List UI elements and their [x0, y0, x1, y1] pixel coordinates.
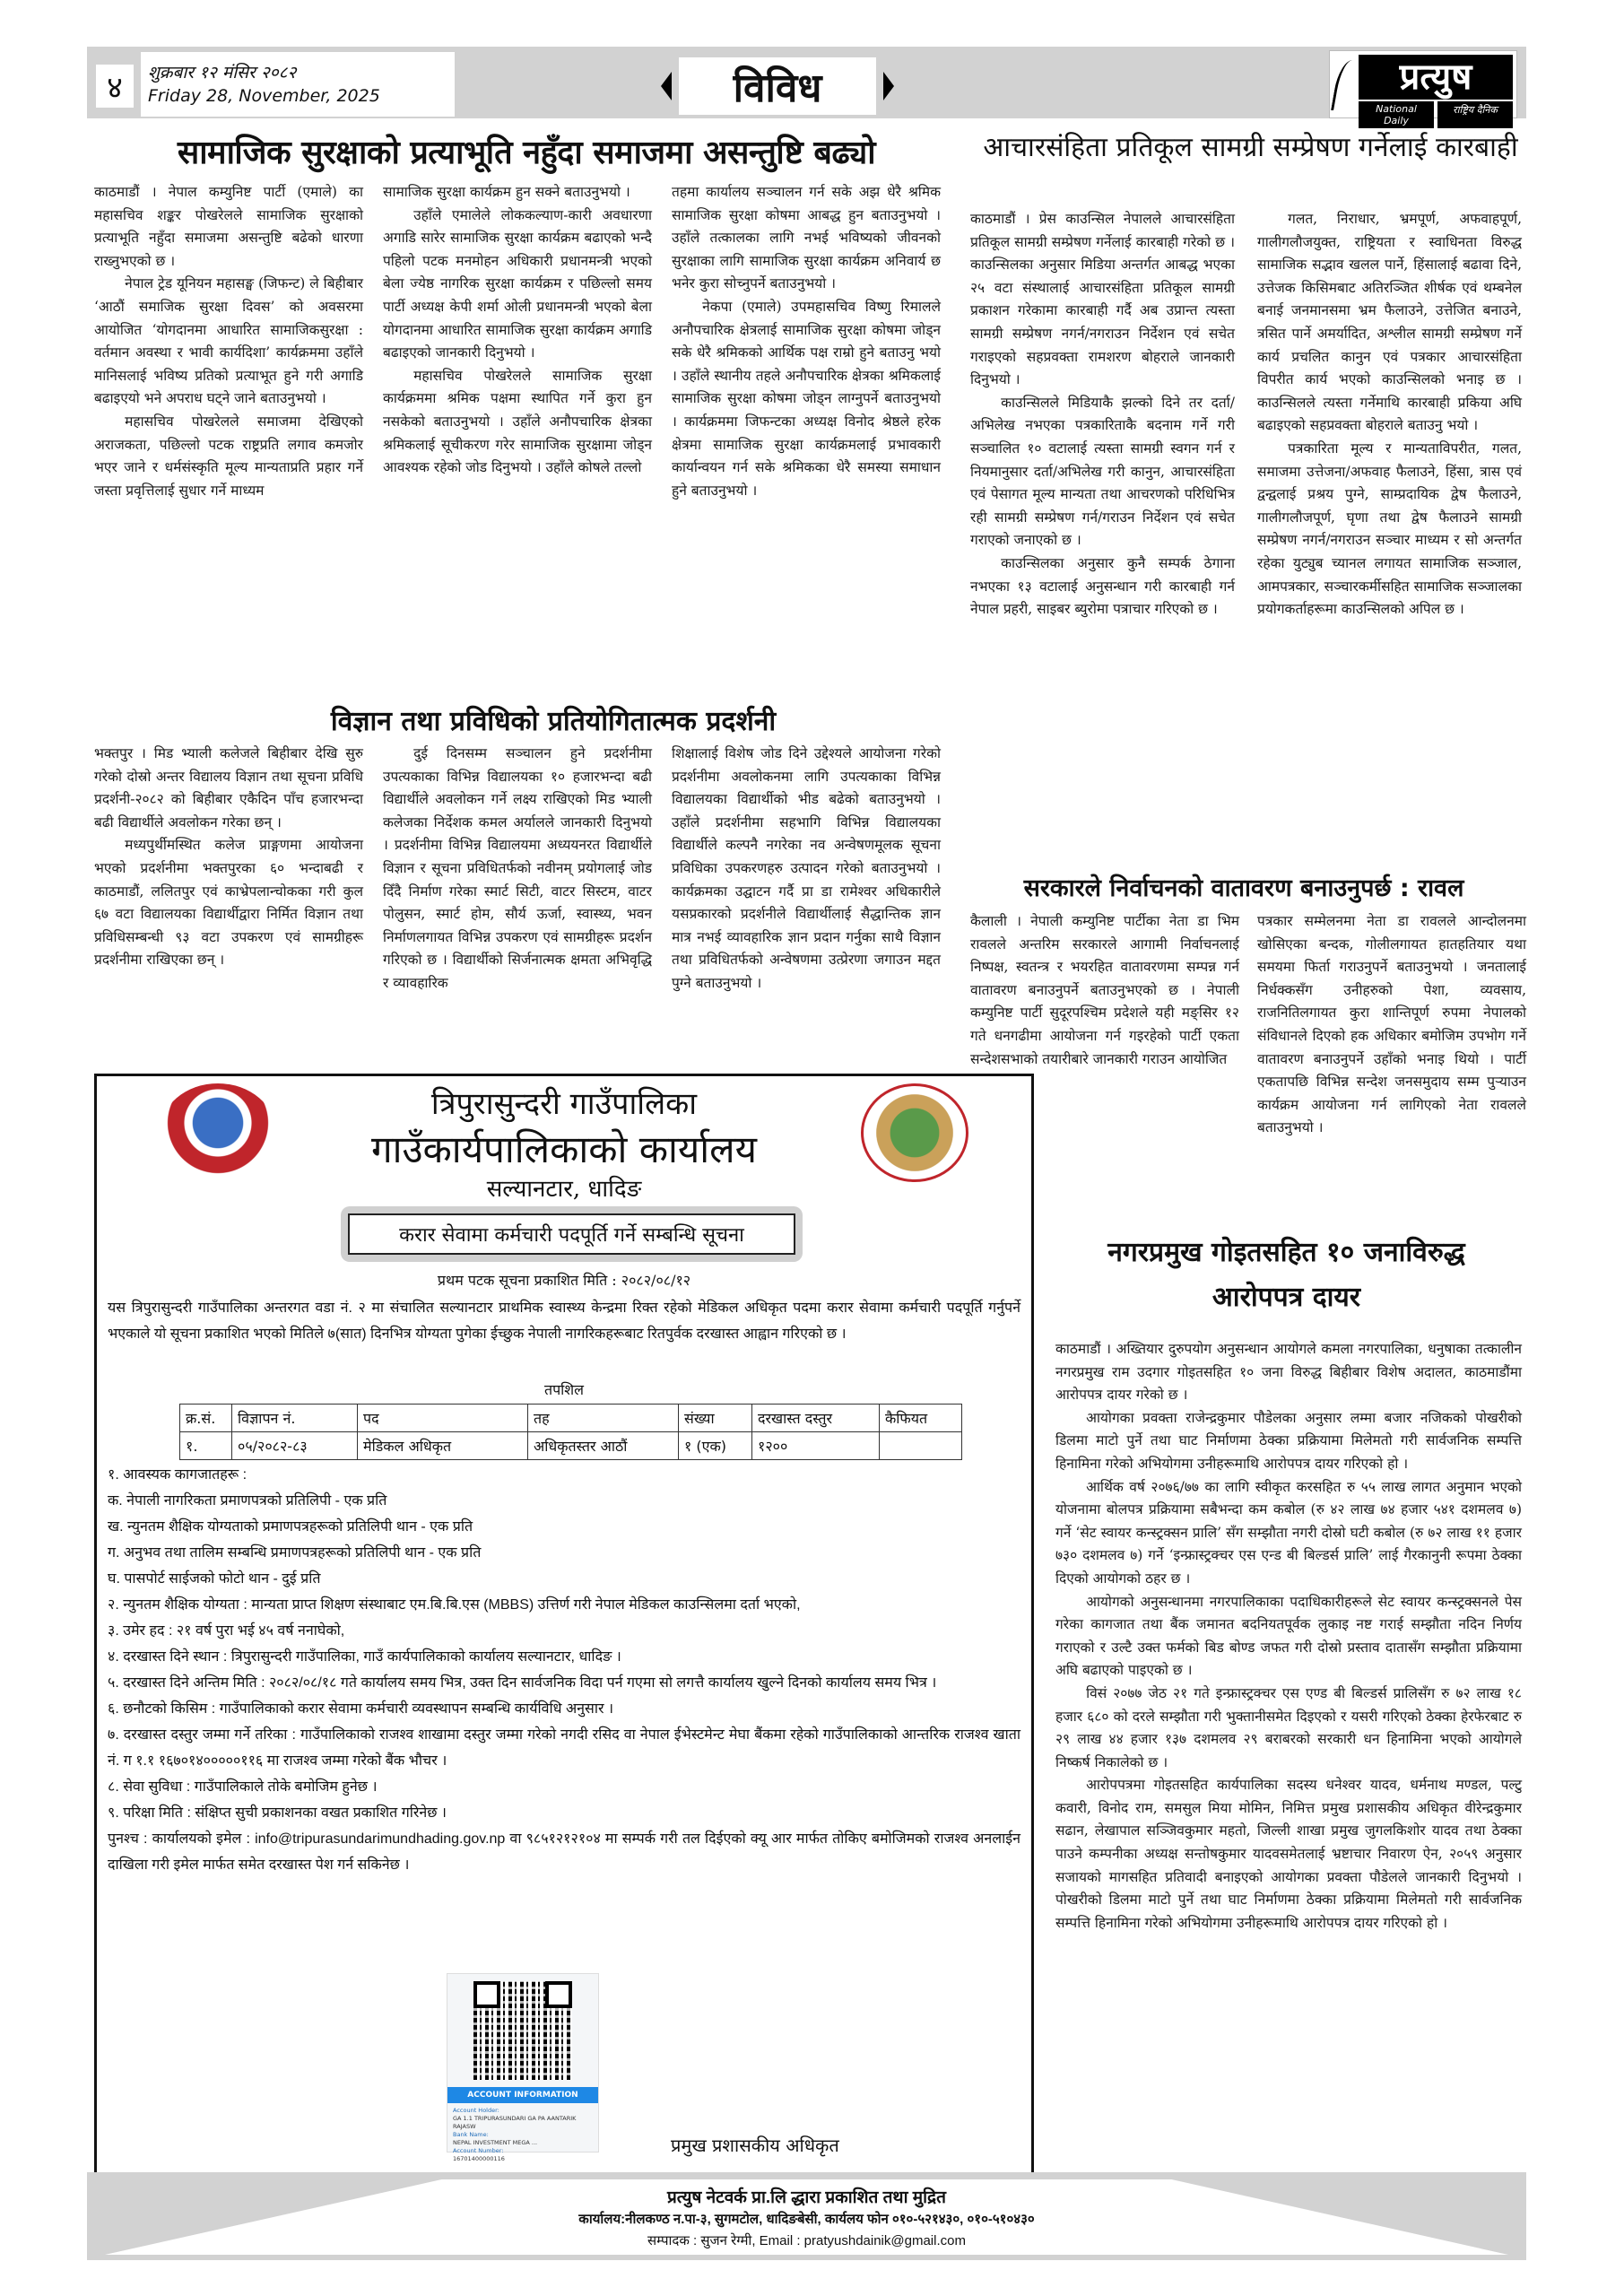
- article-column: [383, 181, 652, 480]
- table-cell: अधिकृतस्तर आठौं: [528, 1432, 679, 1460]
- paragraph: शिक्षालाई विशेष जोड दिने उद्देश्यले आयोजना गरेको प्रदर्शनीमा अवलोकनमा लागि उपत्यकाका विभिन्न विद्यालयका विद्यार्थीको भीड बढेको बताउनुभयो । उहाँले प्रदर्शनीमा सहभागि विभिन्न विद्यालयका विद्यार्थीले कल्पनै नगरेका नव अन्वेषणमूलक सूचना प्रविधिका उपकरणहरु उत्पादन गरेको बताउनुभयो । कार्यक्रमका उद्घाटन गर्दै प्रा डा रामेश्वर अधिकारीले यसप्रकारको प्रदर्शनीले विद्यार्थीलाई सैद्धान्तिक ज्ञान मात्र नभई व्यावहारिक ज्ञान प्रदान गर्नुका साथै विज्ञान तथा प्रविधितर्फको अन्वेषणमा उत्प्रेरणा जगाउन मद्दत पुग्ने बताउनुभयो ।: [672, 745, 941, 991]
- paragraph: काठमाडौं । अख्तियार दुरुपयोग अनुसन्धान आयोगले कमला नगरपालिका, धनुषाका तत्कालीन नगरप्रमुख राम उदगार गोइतसहित १० जना विरुद्ध बिहीबार विशेष अदालत, काठमाडौंमा आरोपपत्र दायर गरेको छ ।: [1055, 1341, 1522, 1404]
- newspaper-logo: [1329, 50, 1517, 126]
- date-box: [141, 52, 455, 117]
- bank-name: NEPAL INVESTMENT MEGA ...: [453, 2139, 538, 2146]
- column-header: विज्ञापन नं.: [232, 1405, 358, 1432]
- date-english: Friday 28, November, 2025: [148, 86, 380, 106]
- table-caption: तपशिल: [543, 1381, 585, 1398]
- headline-code-of-conduct: आचारसंहिता प्रतिकूल सामग्री सम्प्रेषण गर्नेलाई कारबाही: [983, 132, 1518, 163]
- table-row: [180, 1432, 962, 1460]
- headline-line: आरोपपत्र दायर: [1211, 1282, 1361, 1313]
- payment-qr-card: [447, 1973, 599, 2162]
- notice-municipality: त्रिपुरासुन्दरी गाउँपालिका: [430, 1086, 698, 1122]
- notice-banner: [341, 1206, 803, 1262]
- bank-name-label: Bank Name:: [453, 2131, 489, 2138]
- right-arrow-icon: [883, 72, 894, 100]
- logo-tag-en: National Daily: [1359, 101, 1434, 128]
- paragraph: दुई दिनसम्म सञ्चालन हुने प्रदर्शनीमा उपत्यकाका विभिन्न विद्यालयका १० हजारभन्दा बढी विद्यार्थीले अवलोकन गर्ने लक्ष्य राखिएको मिड भ्याली कलेजका निर्देशक कमल अर्यालले जानकारी दिनुभयो । प्रदर्शनीमा विभिन्न विद्यालयमा अध्ययनरत विद्यार्थीले विज्ञान र सूचना प्रविधितर्फको नवीनम् प्रयोगलाई जोड दिँदै निर्माण गरेका स्मार्ट सिटी, वाटर सिस्टम, वाटर पोलुसन, स्मार्ट होम, सौर्य ऊर्जा, स्वास्थ्य, भवन निर्माणलगायत विभिन्न उपकरण एवं सामग्रीहरू प्रदर्शन गरिएको छ । विद्यार्थीको सिर्जनात्मक क्षमता अभिवृद्धि र व्यावहारिक: [383, 745, 652, 991]
- headline-rawal: सरकारले निर्वाचनको वातावरण बनाउनुपर्छ : रावल: [1023, 874, 1464, 902]
- paragraph: काउन्सिलले मिडियाकै झल्को दिने तर दर्ता/अभिलेख नभएका पत्रकारिताकै बदनाम गर्ने गरी सञ्चालित १० वटालाई त्यस्ता सामग्री स्वगन गर्न र नियमानुसार दर्ता/अभिलेख गरी कानुन, आचारसंहिता एवं पेसागत मूल्य मान्यता तथा आचरणको परिधिभित्र रही सामग्री सम्प्रेषण गर्न/गराउन निर्देशन एवं सचेत गराएको जनाएको छ ।: [970, 394, 1235, 549]
- page-number: ४: [96, 65, 134, 108]
- editor-email: सम्पादक : सुजन रेग्मी, Email : pratyushdainik@gmail.com: [647, 2233, 966, 2248]
- account-number-label: Account Number:: [453, 2147, 504, 2154]
- article-column: [970, 208, 1235, 622]
- logo-tag-np: राष्ट्रिय दैनिक: [1437, 101, 1513, 128]
- table-cell: मेडिकल अधिकृत: [358, 1432, 528, 1460]
- paragraph: महासचिव पोखरेलले समाजमा देखिएको अराजकता, पछिल्लो पटक राष्ट्रप्रति लगाव कमजोर भएर जाने र धर्मसंस्कृति मूल्य मान्यताप्रति प्रहार गर्ने जस्ता प्रवृत्तिलाई सुधार गर्ने माध्यम: [94, 413, 363, 499]
- flame-icon: [1331, 60, 1361, 110]
- table-cell: ०५/२०८२-८३: [232, 1432, 358, 1460]
- qr-account-info: [447, 2103, 598, 2167]
- paragraph: काठमाडौं । प्रेस काउन्सिल नेपालले आचारसंहिता प्रतिकूल सामग्री सम्प्रेषण गर्नेलाई कारबाही गरेको छ । काउन्सिलका अनुसार मिडिया अन्तर्गत आबद्ध भएका २५ वटा संस्थालाई आचारसंहिता प्रतिकूल सामग्री प्रकाशन गरेकामा कारबाही गर्दै अब उप्रान्त त्यस्ता सामग्री सम्प्रेषण नगर्न/नगराउन निर्देशन एवं सचेत गराइएको सहप्रवक्ता रामशरण बोहराले जानकारी दिनुभयो ।: [970, 211, 1235, 388]
- publisher-line: प्रत्युष नेटवर्क प्रा.लि द्धारा प्रकाशित तथा मुद्रित: [667, 2188, 946, 2207]
- paragraph: सामाजिक सुरक्षा कार्यक्रम हुन सक्ने बताउनुभयो ।: [383, 184, 630, 200]
- article-column: [672, 743, 941, 996]
- list-item: ख. न्युनतम शैक्षिक योग्यताको प्रमाणपत्रहरूको प्रतिलिपी थान - एक प्रति: [108, 1519, 473, 1535]
- paragraph: विसं २०७७ जेठ २१ गते इन्फ्रास्ट्रक्चर एस एण्ड बी बिल्डर्स प्रालिसँग रु ७२ लाख १८ हजार ६८० को दरले सम्झौता गरी भुक्तानीसमेत दिइएको र यसरी गरिएको ठेक्का हेरफेरबाट रु २९ लाख ४४ हजार १३७ दशमलव २९ बराबरको सरकारी धन हिनामिना भएको आयोगले निष्कर्ष निकालेको छ ।: [1055, 1684, 1522, 1770]
- list-item: पुनश्च : कार्यालयको इमेल : info@tripurasundarimundhading.gov.np वा ९८५१२१२१०४ मा सम्पर्क गरी तल दिईएको क्यू आर मार्फत तोकिए बमोजिमको राजश्व अनलाईन दाखिला गरी इमेल मार्फत समेत दरखास्त पेश गर्न सकिनेछ ।: [108, 1831, 1020, 1873]
- article-column: [672, 181, 941, 502]
- paragraph: उहाँले एमालेले लोककल्याण-कारी अवधारणा अगाडि सारेर सामाजिक सुरक्षा कार्यक्रम बढाएको भन्दै पहिलो पटक मनमोहन अधिकारी प्रधानमन्त्री भएको बेला ज्येष्ठ नागरिक सुरक्षा कार्यक्रम र पछिल्लो समय पार्टी अध्यक्ष केपी शर्मा ओली प्रधानमन्त्री भएको बेला योगदानमा आधारित सामाजिक सुरक्षा कार्यक्रम अगाडि बढाइएको जानकारी दिनुभयो ।: [383, 206, 652, 361]
- notice-requirements: [108, 1462, 1020, 1878]
- paragraph: आरोपपत्रमा गोइतसहित कार्यपालिका सदस्य धनेश्वर यादव, धर्मनाथ मण्डल, पल्टु कवारी, विनोद राम, समसुल मिया मोमिन, निमित्त प्रमुख प्रशासकीय अधिकृत वीरेन्द्रकुमार सढान, लेखापाल सञ्जिवकुमार महतो, जिल्ली शाखा प्रमुख जुगलकिशोर यादव तथा ठेक्का पाउने कम्पनीका अध्यक्ष सन्तोषकुमार यादवसमेतलाई भ्रष्टाचार निवारण ऐन, २०५९ अनुसार सजायको मागसहित प्रतिवादी बनाइएको आयोगका प्रवक्ता पौडेलले जानकारी दिनुभयो । पोखरीको डिलमा माटो पुर्ने तथा घाट निर्माणमा ठेक्का प्रक्रियामा मिलेमतो गरी सार्वजनिक सम्पत्ति हिनामिना गरेको अभियोगमा उनीहरूमाथि आरोपपत्र दायर गरिएको हो ।: [1055, 1777, 1522, 1931]
- notice-banner-text: करार सेवामा कर्मचारी पदपूर्ति गर्ने सम्बन्धि सूचना: [348, 1213, 795, 1255]
- newspaper-page: [87, 47, 1526, 2262]
- paragraph: भक्तपुर । मिड भ्याली कलेजले बिहीबार देखि सुरु गरेको दोस्रो अन्तर विद्यालय विज्ञान तथा सूचना प्रविधि प्रदर्शनी-२०८२ को बिहीबार एकैदिन पाँच हजारभन्दा बढी विद्यार्थीले अवलोकन गरेका छन् ।: [94, 745, 363, 831]
- paragraph: गलत, निराधार, भ्रमपूर्ण, अफवाहपूर्ण, गालीगलौजयुक्त, राष्ट्रियता र स्वाधिनता विरुद्ध सामाजिक सद्भाव खलल पार्ने, हिंसालाई बढावा दिने, उत्तेजक किसिमबाट अतिरञ्जित शीर्षक एवं थम्बनेल बनाई जनमानसमा भ्रम फैलाउने, उत्तेजित बनाउने, त्रसित पार्ने अमर्यादित, अश्लील सामग्री सम्प्रेषण गर्ने कार्य प्रचलित कानुन एवं पत्रकार आचारसंहिता विपरीत कार्य भएको काउन्सिलको भनाइ छ । काउन्सिलले त्यस्ता गर्नेमाथि कारबाही प्रकिया अघि बढाइएको सहप्रवक्ता बोहराले बताउनु भयो ।: [1257, 211, 1522, 434]
- article-column: [1257, 910, 1526, 1140]
- paragraph: आयोगका प्रवक्ता राजेन्द्रकुमार पौडेलका अनुसार लम्मा बजार नजिकको पोखरीको डिलमा माटो पुर्ने तथा घाट निर्माणमा ठेक्का प्रक्रियामा मिलेमतो गरी सार्वजनिक सम्पत्ति हिनामिना गरेको अभियोगमा उनीहरूमाथि आरोपपत्र दायर गरिएको हो ।: [1055, 1409, 1522, 1472]
- headline-line: नगरप्रमुख गोइतसहित १० जनाविरुद्ध: [1107, 1237, 1465, 1268]
- list-item: ९. परिक्षा मिति : संक्षिप्त सुची प्रकाशनका वखत प्रकाशित गरिनेछ ।: [108, 1805, 447, 1821]
- account-holder-label: Account Holder:: [453, 2107, 499, 2114]
- vacancy-table: [179, 1404, 962, 1460]
- table-cell: [880, 1432, 962, 1460]
- paragraph: पत्रकारिता मूल्य र मान्यताविपरीत, गलत, समाजमा उत्तेजना/अफवाह फैलाउने, हिंसा, त्रास एवं द्वन्द्वलाई प्रश्रय पुग्ने, साम्प्रदायिक द्वेष फैलाउने, गालीगलौजपूर्ण, घृणा तथा द्वेष फैलाउने सामग्री सम्प्रेषण नगर्न/नगराउन सञ्चार माध्यम र सो अन्तर्गत रहेका युट्युब च्यानल लगायत सामाजिक सञ्जाल, आमपत्रकार, सञ्चारकर्मीसहित सामाजिक सञ्जालका प्रयोगकर्ताहरूमा काउन्सिलको अपिल छ ।: [1257, 439, 1522, 618]
- list-item: ५. दरखास्त दिने अन्तिम मिति : २०८२/०८/१८ गते कार्यालय समय भित्र, उक्त दिन सार्वजनिक विदा पर्न गएमा सो लगत्तै कार्यालय खुल्ने दिनको कार्यालय समय भित्र ।: [108, 1675, 937, 1691]
- column-header: पद: [358, 1405, 528, 1432]
- column-header: तह: [528, 1405, 679, 1432]
- article-column: [970, 910, 1239, 1071]
- list-item: ६. छनौटको किसिम : गाउँपालिकाको करार सेवामा कर्मचारी व्यवस्थापन सम्बन्धि कार्यविधि अनुसार ।: [108, 1701, 614, 1717]
- notice-publish-date: प्रथम पटक सूचना प्रकाशित मिति : २०८२/०८/१२: [437, 1272, 691, 1289]
- logo-name: प्रत्युष: [1359, 55, 1513, 100]
- paragraph: मध्यपुर्थीमस्थित कलेज प्राङ्गणमा आयोजना भएको प्रदर्शनीमा भक्तपुरका ६० भन्दाबढी र काठमाडौं, ललितपुर एवं काभ्रेपलान्चोकका गरी कुल ६७ वटा विद्यालयका विद्यार्थीद्वारा निर्मित विज्ञान तथा प्रविधिसम्बन्धी ९३ वटा उपकरण एवं सामग्रीहरू प्रदर्शनीमा राखिएका छन् ।: [94, 837, 363, 969]
- paragraph: नेपाल ट्रेड यूनियन महासङ्घ (जिफन्ट) ले बिहीबार ‘आठौं समाजिक सुरक्षा दिवस’ को अवसरमा आयोजित ‘योगदानमा आधारित सामाजिकसुरक्षा : वर्तमान अवस्था र भावी कार्यदिशा’ कार्यक्रममा उहाँले मानिसलाई भविष्य प्रतिको प्रत्याभूत हुने गरी अगाडि बढाइएयो भने अपराध घट्ने जाने बताउनुभयो ।: [94, 275, 363, 407]
- section-title: विविध: [679, 57, 876, 115]
- date-nepali: शुक्रबार १२ मंसिर २०८२: [148, 63, 297, 83]
- list-item: ८. सेवा सुविधा : गाउँपालिकाले तोके बमोजिम हुनेछ ।: [108, 1779, 378, 1795]
- list-item: क. नेपाली नागरिकता प्रमाणपत्रको प्रतिलिपी - एक प्रति: [108, 1493, 387, 1509]
- table-cell: १ (एक): [679, 1432, 752, 1460]
- paragraph: आर्थिक वर्ष २०७६/७७ का लागि स्वीकृत करसहित रु ५५ लाख लागत अनुमान भएको योजनामा बोलपत्र प्रक्रियामा सबैभन्दा कम कबोल (रु ४२ लाख ७४ हजार ५४१ दशमलव ७) गर्ने ‘सेट स्वायर कन्स्ट्रक्सन प्रालि’ सँग सम्झौता नगरी दोस्रो घटी कबोल (रु ७२ लाख ११ हजार ७३० दशमलव ७) गर्ने ‘इन्फ्रास्ट्रक्चर एस एन्ड बी बिल्डर्स प्रालि’ लाई गैरकानुनी रूपमा ठेक्का दिएको आयोगको ठहर छ ।: [1055, 1478, 1522, 1587]
- qr-account-header: ACCOUNT INFORMATION: [447, 2087, 598, 2103]
- list-item: घ. पासपोर्ट साईजको फोटो थान - दुई प्रति: [108, 1571, 321, 1587]
- paragraph: आयोगको अनुसन्धानमा नगरपालिकाका पदाधिकारीहरूले सेट स्वायर कन्स्ट्रक्सनले पेस गरेका कागजात तथा बैंक जमानत बदनियतपूर्वक लुकाइ नष्ट गराई सम्झौता नदिन निर्णय गराएको र उल्टै उक्त फर्मको बिड बोण्ड जफत गरी दोस्रो प्रस्ताव दातासँग सम्झौता प्रक्रियामा अघि बढाएको पाइएको छ ।: [1055, 1593, 1522, 1679]
- column-header: क्र.सं.: [180, 1405, 232, 1432]
- headline-mayor-charge-sheet: [1046, 1231, 1526, 1320]
- paragraph: काठमाडौं । नेपाल कम्युनिष्ट पार्टी (एमाले) का महासचिव शङ्कर पोखरेलले सामाजिक सुरक्षाको प्रत्याभूति नहुँदा समाजमा असन्तुष्टि बढेको धारणा राख्नुभएको छ ।: [94, 184, 363, 269]
- column-header: संख्या: [679, 1405, 752, 1432]
- table-cell: १.: [180, 1432, 232, 1460]
- table-header-row: [180, 1405, 962, 1432]
- headline-science-exhibition: विज्ञान तथा प्रविधिको प्रतियोगितात्मक प्रदर्शनी: [330, 706, 777, 737]
- headline-social-security: सामाजिक सुरक्षाको प्रत्याभूति नहुँदा समाजमा असन्तुष्टि बढ्यो: [177, 135, 876, 171]
- vacancy-notice: [94, 1074, 1034, 2208]
- left-arrow-icon: [661, 72, 672, 100]
- article-column: [94, 181, 363, 502]
- article-column: [94, 743, 363, 972]
- footer: [87, 2172, 1526, 2260]
- notice-location: सल्यानटार, धादिङ: [486, 1176, 642, 1203]
- article-column: [1055, 1338, 1522, 1935]
- notice-office: गाउँकार्यपालिकाको कार्यालय: [371, 1127, 757, 1171]
- paragraph: कैलाली । नेपाली कम्युनिष्ट पार्टीका नेता डा भिम रावलले अन्तरिम सरकारले आगामी निर्वाचनलाई निष्पक्ष, स्वतन्त्र र भयरहित वातावरणमा सम्पन्न गर्न वातावरण बनाउनुपर्ने बताउनुभएको छ । नेपाली कम्युनिष्ट पार्टी सुदूरपश्चिम प्रदेशले यही मङ्सिर १२ गते धनगढीमा आयोजना गर्न गइरहेको पार्टी एकता सन्देशसभाको तयारीबारे जानकारी गराउन आयोजित: [970, 913, 1239, 1067]
- signatory: प्रमुख प्रशासकीय अधिकृत: [671, 2135, 839, 2156]
- account-holder: GA 1.1 TRIPURASUNDARI GA PA AANTARIK RAJASW: [453, 2115, 577, 2130]
- list-item: ३. उमेर हद : २१ वर्ष पुरा भई ४५ वर्ष ननाघेको,: [108, 1623, 345, 1639]
- paragraph: महासचिव पोखरेलले सामाजिक सुरक्षा कार्यक्रममा श्रमिक पक्षमा स्थापित गर्ने कुरा हुन नसकेको बताउनुभयो । उहाँले अनौपचारिक क्षेत्रका श्रमिकलाई सूचीकरण गरेर सामाजिक सुरक्षामा जोड्न आवश्यक रहेको जोड दिनुभयो । उहाँले कोषले तल्लो: [383, 367, 652, 476]
- paragraph: काउन्सिलका अनुसार कुनै सम्पर्क ठेगाना नभएका १३ वटालाई अनुसन्धान गरी कारबाही गर्न नेपाल प्रहरी, साइबर ब्युरोमा पत्राचार गरिएको छ ।: [970, 554, 1235, 618]
- office-address: कार्यालय:नीलकण्ठ न.पा-३, सुगमटोल, धादिङबेसी, कार्यलय फोन ०१०-५२१४३०, ०१०-५१०४३०: [578, 2212, 1035, 2227]
- notice-intro: यस त्रिपुरासुन्दरी गाउँपालिका अन्तरगत वडा नं. २ मा संचालित सल्यानटार प्राथमिक स्वास्थ्य केन्द्रमा रिक्त रहेको मेडिकल अधिकृत पदमा करार सेवामा कर्मचारी पदपूर्ति गर्नुपर्ने भएकाले यो सूचना प्रकाशित भएको मितिले ७(सात) दिनभित्र योग्यता पुगेका ईच्छुक नेपाली नागरिकहरूबाट रितपुर्वक दरखास्त आह्वान गरिएको छ ।: [108, 1300, 1020, 1342]
- column-header: कैफियत: [880, 1405, 962, 1432]
- table-cell: १२००: [752, 1432, 880, 1460]
- list-item: १. आवस्यक कागजातहरू :: [108, 1467, 248, 1483]
- account-number: 16701400000116: [453, 2155, 505, 2162]
- masthead: [87, 47, 1526, 126]
- paragraph: तहमा कार्यालय सञ्चालन गर्न सके अझ धेरै श्रमिक सामाजिक सुरक्षा कोषमा आबद्ध हुन बताउनुभयो । उहाँले तत्कालका लागि नभई भविष्यको जीवनको सुरक्षाका लागि सामाजिक सुरक्षा कार्यक्रम अनिवार्य छ भनेर कुरा सोच्नुपर्ने बताउनुभयो ।: [672, 184, 941, 292]
- article-column: [383, 743, 652, 996]
- paragraph: नेकपा (एमाले) उपमहासचिव विष्णु रिमालले अनौपचारिक क्षेत्रलाई सामाजिक सुरक्षा कोषमा जोड्न सके धेरै श्रमिकको आर्थिक पक्ष राम्रो हुने बताउनु भयो । उहाँले स्थानीय तहले अनौपचारिक क्षेत्रका श्रमिकलाई सामाजिक सुरक्षा कोषमा जोड्न लाग्नुपर्ने बताउनुभयो । कार्यक्रममा जिफन्टका अध्यक्ष विनोद श्रेष्ठले हरेक क्षेत्रमा सामाजिक सुरक्षा कार्यक्रमलाई प्रभावकारी कार्यान्वयन गर्न सके श्रमिकका धेरै समस्या समाधान हुने बताउनुभयो ।: [672, 298, 941, 499]
- list-item: ४. दरखास्त दिने स्थान : त्रिपुरासुन्दरी गाउँपालिका, गाउँ कार्यपालिकाको कार्यालय सल्यानटार, धादिङ ।: [108, 1649, 621, 1665]
- paragraph: पत्रकार सम्मेलनमा नेता डा रावलले आन्दोलनमा खोसिएका बन्दक, गोलीलगायत हातहतियार यथा समयमा फिर्ता गराउनुपर्ने बताउनुभयो । जनतालाई निर्धक्कसँग उनीहरुको पेशा, व्यवसाय, राजनितिलगायत कुरा शान्तिपूर्ण रुपमा नेपालको संविधानले दिएको हक अधिकार बमोजिम उपभोग गर्ने वातावरण बनाउनुपर्ने उहाँको भनाइ थियो । पार्टी एकतापछि विभिन्न सन्देश जनसमुदाय सम्म पुऱ्याउन कार्यक्रम आयोजना गर्न लागिएको नेता रावलले बताउनुभयो ।: [1257, 913, 1526, 1136]
- list-item: ७. दरखास्त दस्तुर जम्मा गर्ने तरिका : गाउँपालिकाको राजश्व शाखामा दस्तुर जम्मा गरेको नगदी रसिद वा नेपाल ईभेस्टमेन्ट मेघा बैंकमा रहेको गाउँपालिकाको आन्तरिक राजश्व खाता नं. ग १.१ १६७०१४०००००११६ मा राजश्व जम्मा गरेको बैंक भौचर ।: [108, 1727, 1020, 1769]
- article-column: [1257, 208, 1522, 622]
- section-label: [661, 57, 894, 115]
- qr-code-icon: [473, 1981, 572, 2080]
- column-header: दरखास्त दस्तुर: [752, 1405, 880, 1432]
- list-item: २. न्युनतम शैक्षिक योग्यता : मान्यता प्राप्त शिक्षण संस्थाबाट एम.बि.बि.एस (MBBS) उत्तिर्ण गरी नेपाल मेडिकल काउन्सिलमा दर्ता भएको,: [108, 1597, 801, 1613]
- list-item: ग. अनुभव तथा तालिम सम्बन्धि प्रमाणपत्रहरूको प्रतिलिपी थान - एक प्रति: [108, 1545, 482, 1561]
